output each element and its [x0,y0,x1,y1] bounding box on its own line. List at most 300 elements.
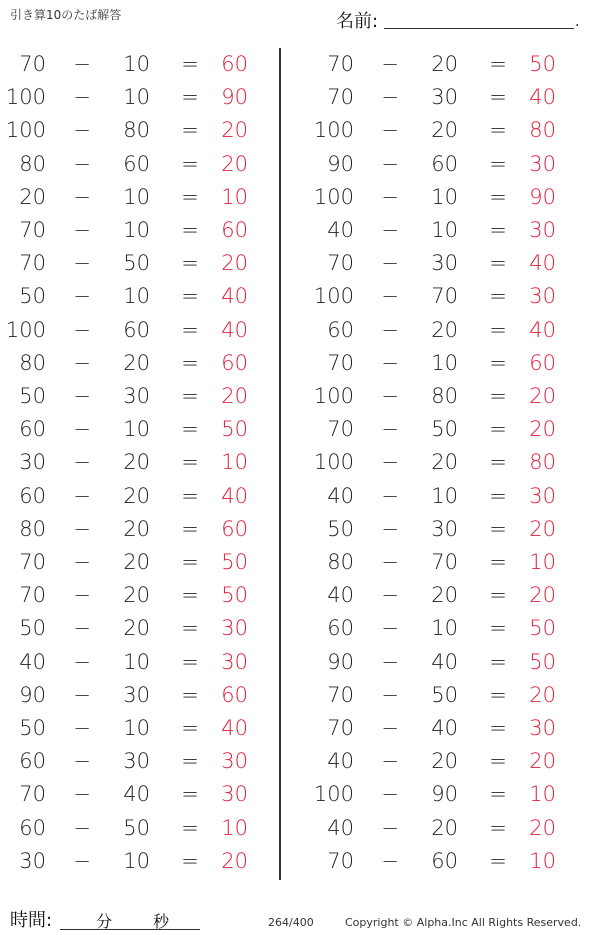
problem-row [308,247,588,280]
equals-sign: = [181,782,199,807]
minus-sign: − [381,815,399,840]
subtrahend: 20 [123,616,150,641]
problem-row [0,513,280,546]
subtrahend: 50 [123,815,150,840]
minus-sign: − [73,417,91,442]
minuend: 40 [327,749,354,774]
name-field-line[interactable] [384,28,574,29]
answer: 20 [529,417,556,442]
problem-row [308,546,588,579]
minus-sign: − [381,483,399,508]
minuend: 100 [313,450,354,475]
problem-row [0,679,280,712]
problem-row [308,314,588,347]
minus-sign: − [73,317,91,342]
minus-sign: − [381,184,399,209]
answer: 50 [529,616,556,641]
minuend: 70 [327,52,354,76]
problem-row [308,48,588,81]
minus-sign: − [73,782,91,807]
problem-row [308,812,588,845]
minus-sign: − [73,184,91,209]
minus-sign: − [73,749,91,774]
answer: 30 [529,716,556,740]
answer: 30 [529,151,556,176]
problem-row [0,314,280,347]
equals-sign: = [489,417,507,442]
answer: 50 [529,52,556,76]
answer: 30 [529,483,556,508]
problem-row [0,745,280,778]
answer: 20 [221,384,248,408]
equals-sign: = [489,782,507,807]
answer: 40 [221,716,248,740]
minuend: 100 [313,184,354,209]
problem-row [308,646,588,679]
minus-sign: − [381,682,399,707]
problem-row [0,214,280,247]
minuend: 60 [327,616,354,641]
subtrahend: 20 [123,516,150,541]
minuend: 100 [5,317,46,342]
problem-row [308,679,588,712]
minus-sign: − [381,52,399,76]
subtrahend: 30 [123,384,150,408]
equals-sign: = [489,284,507,309]
minuend: 60 [19,483,46,508]
answer: 20 [529,682,556,707]
equals-sign: = [181,516,199,541]
answer: 10 [221,815,248,840]
minus-sign: − [381,384,399,408]
problem-row [0,446,280,479]
problem-row [308,380,588,413]
equals-sign: = [489,450,507,475]
answer: 80 [529,450,556,475]
answer: 20 [221,151,248,176]
answer: 90 [221,85,248,110]
equals-sign: = [489,251,507,276]
problem-row [0,480,280,513]
equals-sign: = [489,649,507,674]
problem-row [308,513,588,546]
subtrahend: 20 [431,583,458,608]
subtrahend: 20 [431,52,458,76]
minus-sign: − [73,516,91,541]
subtrahend: 20 [123,583,150,608]
equals-sign: = [181,550,199,574]
minus-sign: − [381,749,399,774]
answer: 40 [529,251,556,276]
answer: 40 [221,284,248,309]
equals-sign: = [181,716,199,740]
answer: 20 [221,251,248,276]
answer: 60 [529,350,556,375]
equals-sign: = [181,649,199,674]
subtrahend: 60 [431,848,458,873]
minus-sign: − [73,649,91,674]
minus-sign: − [381,284,399,309]
equals-sign: = [181,151,199,176]
problem-row [308,712,588,745]
subtrahend: 10 [431,616,458,641]
equals-sign: = [181,483,199,508]
minus-sign: − [73,251,91,276]
problem-row [0,712,280,745]
problem-row [0,148,280,181]
minuend: 70 [19,251,46,276]
subtrahend: 90 [431,782,458,807]
problem-row [308,579,588,612]
problem-row [0,778,280,811]
minuend: 100 [313,118,354,143]
answer: 80 [529,118,556,143]
equals-sign: = [489,118,507,143]
subtrahend: 60 [123,151,150,176]
answer: 20 [221,118,248,143]
equals-sign: = [489,350,507,375]
subtrahend: 10 [123,417,150,442]
equals-sign: = [489,716,507,740]
minuend: 60 [19,417,46,442]
problem-row [308,81,588,114]
equals-sign: = [181,85,199,110]
answer: 20 [529,384,556,408]
subtrahend: 20 [123,483,150,508]
problem-row [0,247,280,280]
answer: 30 [221,616,248,641]
subtrahend: 20 [431,118,458,143]
minuend: 70 [19,550,46,574]
minuend: 30 [19,450,46,475]
answer: 90 [529,184,556,209]
equals-sign: = [181,350,199,375]
minus-sign: − [381,417,399,442]
problem-row [308,114,588,147]
subtrahend: 10 [123,649,150,674]
equals-sign: = [489,483,507,508]
minus-sign: − [381,251,399,276]
answer: 60 [221,52,248,76]
answer: 30 [221,782,248,807]
subtrahend: 10 [123,218,150,242]
answer: 10 [221,450,248,475]
subtrahend: 20 [431,317,458,342]
minus-sign: − [381,848,399,873]
problem-row [0,546,280,579]
answer: 60 [221,218,248,242]
minuend: 70 [19,52,46,76]
answer: 40 [529,317,556,342]
minuend: 70 [19,583,46,608]
minus-sign: − [73,682,91,707]
minus-sign: − [73,284,91,309]
subtrahend: 50 [431,682,458,707]
subtrahend: 70 [431,284,458,309]
equals-sign: = [181,682,199,707]
minus-sign: − [73,218,91,242]
subtrahend: 10 [431,350,458,375]
answer: 10 [529,550,556,574]
minuend: 60 [19,815,46,840]
minus-sign: − [73,550,91,574]
seconds-label: 秒 [153,912,170,931]
answer: 40 [529,85,556,110]
problem-row [308,148,588,181]
equals-sign: = [489,151,507,176]
minuend: 70 [327,682,354,707]
answer: 20 [529,583,556,608]
minus-sign: − [73,483,91,508]
answer: 60 [221,516,248,541]
answer: 20 [529,516,556,541]
minus-sign: − [381,550,399,574]
worksheet-title: 引き算10のたば解答 [10,8,122,22]
minuend: 30 [19,848,46,873]
subtrahend: 20 [123,450,150,475]
problem-row [308,413,588,446]
minus-sign: − [381,616,399,641]
equals-sign: = [489,384,507,408]
problem-row [308,845,588,878]
problem-row [0,845,280,878]
minuend: 40 [327,815,354,840]
answer: 30 [529,284,556,309]
answer: 60 [221,350,248,375]
minus-sign: − [381,317,399,342]
subtrahend: 10 [123,85,150,110]
equals-sign: = [181,848,199,873]
answer: 30 [221,649,248,674]
equals-sign: = [489,85,507,110]
equals-sign: = [489,749,507,774]
equals-sign: = [489,616,507,641]
equals-sign: = [489,52,507,76]
minuend: 20 [19,184,46,209]
equals-sign: = [181,218,199,242]
subtrahend: 80 [123,118,150,143]
subtrahend: 10 [123,848,150,873]
subtrahend: 20 [431,815,458,840]
minus-sign: − [73,815,91,840]
minus-sign: − [381,118,399,143]
minuend: 50 [327,516,354,541]
answer: 60 [221,682,248,707]
problem-row [0,413,280,446]
minuend: 100 [313,284,354,309]
subtrahend: 10 [123,52,150,76]
minuend: 100 [5,118,46,143]
minus-sign: − [73,350,91,375]
equals-sign: = [181,118,199,143]
minuend: 40 [19,649,46,674]
name-label: 名前: [336,11,379,32]
time-label: 時間: [10,910,53,931]
minutes-label: 分 [96,912,113,931]
minus-sign: − [73,583,91,608]
minus-sign: − [381,151,399,176]
answer: 20 [529,749,556,774]
equals-sign: = [181,284,199,309]
problem-row [308,446,588,479]
subtrahend: 10 [431,483,458,508]
problem-row [0,812,280,845]
subtrahend: 60 [431,151,458,176]
equals-sign: = [181,184,199,209]
answer: 50 [221,417,248,442]
minuend: 70 [327,85,354,110]
problem-row [308,181,588,214]
equals-sign: = [181,384,199,408]
minus-sign: − [381,583,399,608]
subtrahend: 30 [123,749,150,774]
problem-row [308,480,588,513]
problem-row [308,280,588,313]
equals-sign: = [181,317,199,342]
minus-sign: − [73,616,91,641]
minuend: 50 [19,716,46,740]
minuend: 50 [19,384,46,408]
minuend: 100 [313,782,354,807]
answer: 10 [529,782,556,807]
problem-row [308,347,588,380]
problem-row [0,114,280,147]
equals-sign: = [181,52,199,76]
subtrahend: 40 [431,649,458,674]
answer: 40 [221,483,248,508]
subtrahend: 10 [123,284,150,309]
subtrahend: 30 [431,516,458,541]
minuend: 70 [327,716,354,740]
problem-row [0,646,280,679]
answer: 30 [529,218,556,242]
answer: 50 [221,583,248,608]
minuend: 50 [19,616,46,641]
subtrahend: 10 [123,184,150,209]
problem-row [308,745,588,778]
minuend: 100 [5,85,46,110]
subtrahend: 10 [431,218,458,242]
answer: 50 [529,649,556,674]
problem-row [0,347,280,380]
minuend: 80 [19,151,46,176]
equals-sign: = [181,815,199,840]
problem-row [0,380,280,413]
minuend: 90 [327,151,354,176]
equals-sign: = [181,616,199,641]
answer: 10 [529,848,556,873]
problem-row [0,579,280,612]
minus-sign: − [381,649,399,674]
answer: 30 [221,749,248,774]
answer: 40 [221,317,248,342]
minus-sign: − [73,384,91,408]
subtrahend: 40 [123,782,150,807]
equals-sign: = [489,583,507,608]
subtrahend: 10 [123,716,150,740]
subtrahend: 20 [431,749,458,774]
subtrahend: 20 [123,350,150,375]
answer: 10 [221,184,248,209]
minuend: 80 [19,350,46,375]
minus-sign: − [73,151,91,176]
equals-sign: = [181,583,199,608]
minus-sign: − [381,716,399,740]
time-field-line[interactable] [60,929,200,930]
minuend: 100 [313,384,354,408]
equals-sign: = [489,218,507,242]
minus-sign: − [381,516,399,541]
problem-row [0,81,280,114]
problem-row [0,48,280,81]
minuend: 40 [327,583,354,608]
minus-sign: − [381,450,399,475]
minus-sign: − [73,52,91,76]
subtrahend: 50 [123,251,150,276]
minuend: 70 [327,251,354,276]
minuend: 60 [19,749,46,774]
answer: 20 [529,815,556,840]
equals-sign: = [489,550,507,574]
minus-sign: − [73,848,91,873]
equals-sign: = [181,417,199,442]
equals-sign: = [181,749,199,774]
minuend: 50 [19,284,46,309]
copyright-notice: Copyright © Alpha.Inc All Rights Reserved. [345,916,582,929]
subtrahend: 10 [431,184,458,209]
equals-sign: = [489,516,507,541]
minus-sign: − [73,716,91,740]
minus-sign: − [381,85,399,110]
subtrahend: 60 [123,317,150,342]
minus-sign: − [73,118,91,143]
equals-sign: = [181,450,199,475]
minuend: 40 [327,483,354,508]
minuend: 60 [327,317,354,342]
equals-sign: = [489,682,507,707]
minuend: 70 [327,350,354,375]
subtrahend: 30 [431,251,458,276]
problem-row [308,612,588,645]
equals-sign: = [489,184,507,209]
subtrahend: 30 [431,85,458,110]
minuend: 90 [19,682,46,707]
minus-sign: − [381,218,399,242]
minuend: 70 [327,848,354,873]
minus-sign: − [73,450,91,475]
subtrahend: 40 [431,716,458,740]
minus-sign: − [381,782,399,807]
answer: 20 [221,848,248,873]
equals-sign: = [489,815,507,840]
minus-sign: − [73,85,91,110]
problem-row [0,612,280,645]
problem-row [0,181,280,214]
subtrahend: 30 [123,682,150,707]
problem-row [0,280,280,313]
answer: 50 [221,550,248,574]
equals-sign: = [181,251,199,276]
equals-sign: = [489,848,507,873]
equals-sign: = [489,317,507,342]
minuend: 70 [19,782,46,807]
subtrahend: 80 [431,384,458,408]
minuend: 90 [327,649,354,674]
minuend: 80 [327,550,354,574]
subtrahend: 20 [431,450,458,475]
minuend: 80 [19,516,46,541]
problem-row [308,214,588,247]
